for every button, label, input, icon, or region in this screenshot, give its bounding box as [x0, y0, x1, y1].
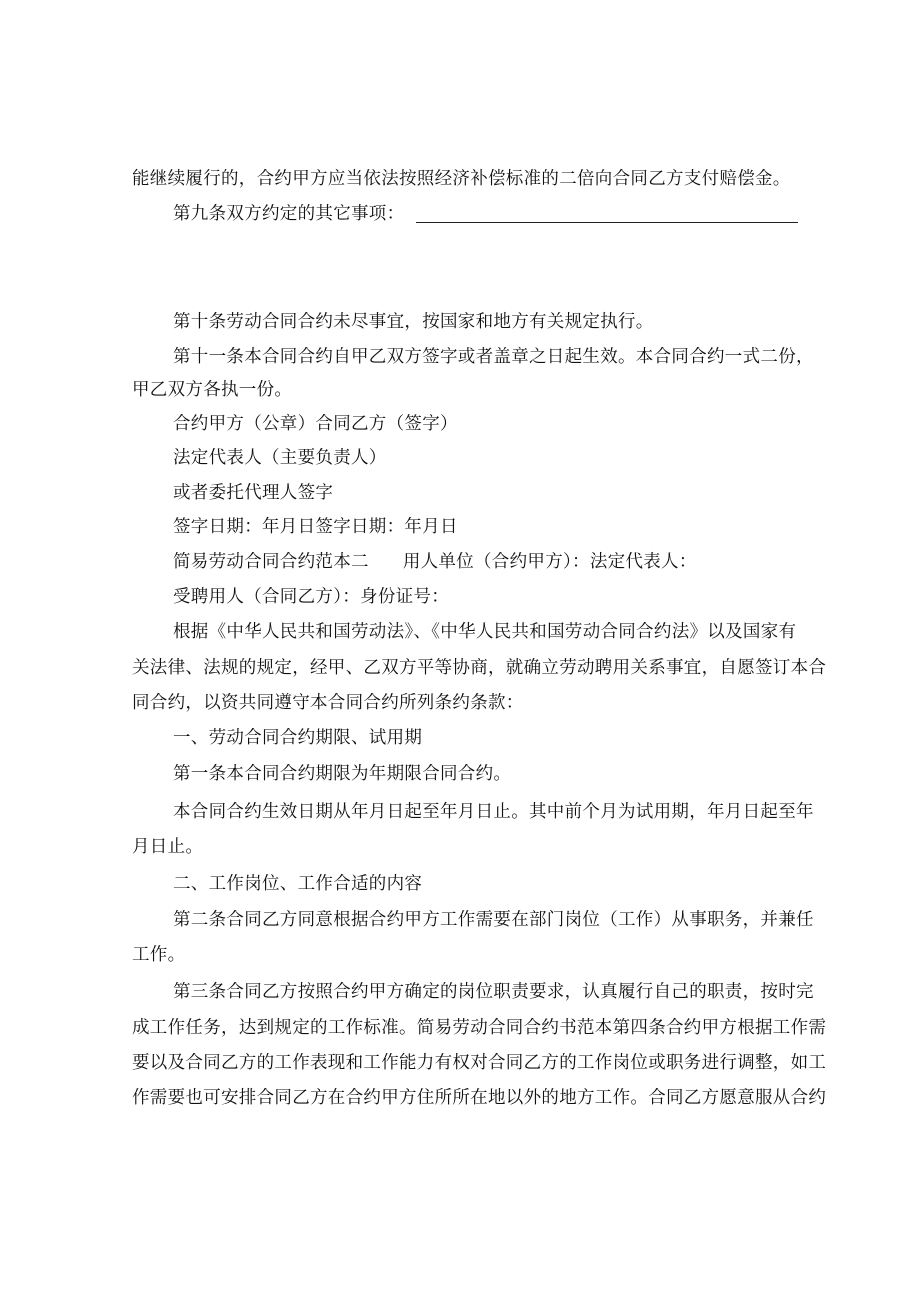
paragraph-line: 第十一条本合同合约自甲乙双方签字或者盖章之日起生效。本合同合约一式二份， — [173, 347, 814, 367]
paragraph-line: 关法律、法规的规定，经甲、乙双方平等协商，就确立劳动聘用关系事宜，自愿签订本合 — [132, 658, 827, 678]
article-9-line — [173, 197, 798, 231]
paragraph-line: 法定代表人（主要负责人） — [173, 448, 387, 468]
section-heading: 二、工作岗位、工作合适的内容 — [173, 874, 423, 894]
paragraph-line: 成工作任务，达到规定的工作标准。简易劳动合同合约书范本第四条合约甲方根据工作需 — [132, 1018, 827, 1038]
article-9-label: 第九条双方约定的其它事项： — [173, 204, 405, 224]
paragraph-line: 本合同合约生效日期从年月日起至年月日止。其中前个月为试用期，年月日起至年 — [173, 802, 814, 822]
paragraph-line: 月日止。 — [132, 837, 204, 857]
paragraph-line: 甲乙双方各执一份。 — [132, 380, 293, 400]
template-header-line — [173, 545, 697, 579]
paragraph-line: 第一条本合同合约期限为年期限合同合约。 — [173, 764, 512, 784]
paragraph-line: 要以及合同乙方的工作表现和工作能力有权对合同乙方的工作岗位或职务进行调整，如工 — [132, 1053, 827, 1073]
paragraph-line: 能继续履行的，合约甲方应当依法按照经济补偿标准的二倍向合同乙方支付赔偿金。 — [132, 169, 791, 189]
paragraph-line: 同合约，以资共同遵守本合同合约所列条约条款： — [132, 693, 524, 713]
paragraph-line: 第二条合同乙方同意根据合约甲方工作需要在部门岗位（工作）从事职务，并兼任 — [173, 910, 814, 930]
employer-field: 用人单位（合约甲方）：法定代表人： — [402, 552, 697, 572]
paragraph-line: 受聘用人（合同乙方）：身份证号： — [173, 587, 450, 607]
paragraph-line: 第三条合同乙方按照合约甲方确定的岗位职责要求，认真履行自己的职责，按时完 — [173, 982, 814, 1002]
paragraph-line: 工作。 — [132, 945, 186, 965]
paragraph-line: 作需要也可安排合同乙方在合约甲方住所所在地以外的地方工作。合同乙方愿意服从合约 — [132, 1088, 827, 1108]
template-title: 简易劳动合同合约范本二 — [173, 552, 369, 572]
paragraph-line: 或者委托代理人签字 — [173, 483, 334, 503]
paragraph-line: 合约甲方（公章）合同乙方（签字） — [173, 414, 458, 434]
paragraph-line: 根据《中华人民共和国劳动法》、《中华人民共和国劳动合同合约法》以及国家有 — [173, 622, 797, 642]
fill-in-blank — [416, 202, 798, 223]
paragraph-line: 第十条劳动合同合约未尽事宜，按国家和地方有关规定执行。 — [173, 312, 654, 332]
paragraph-line: 签字日期：年月日签字日期：年月日 — [173, 517, 458, 537]
section-heading: 一、劳动合同合约期限、试用期 — [173, 728, 423, 748]
